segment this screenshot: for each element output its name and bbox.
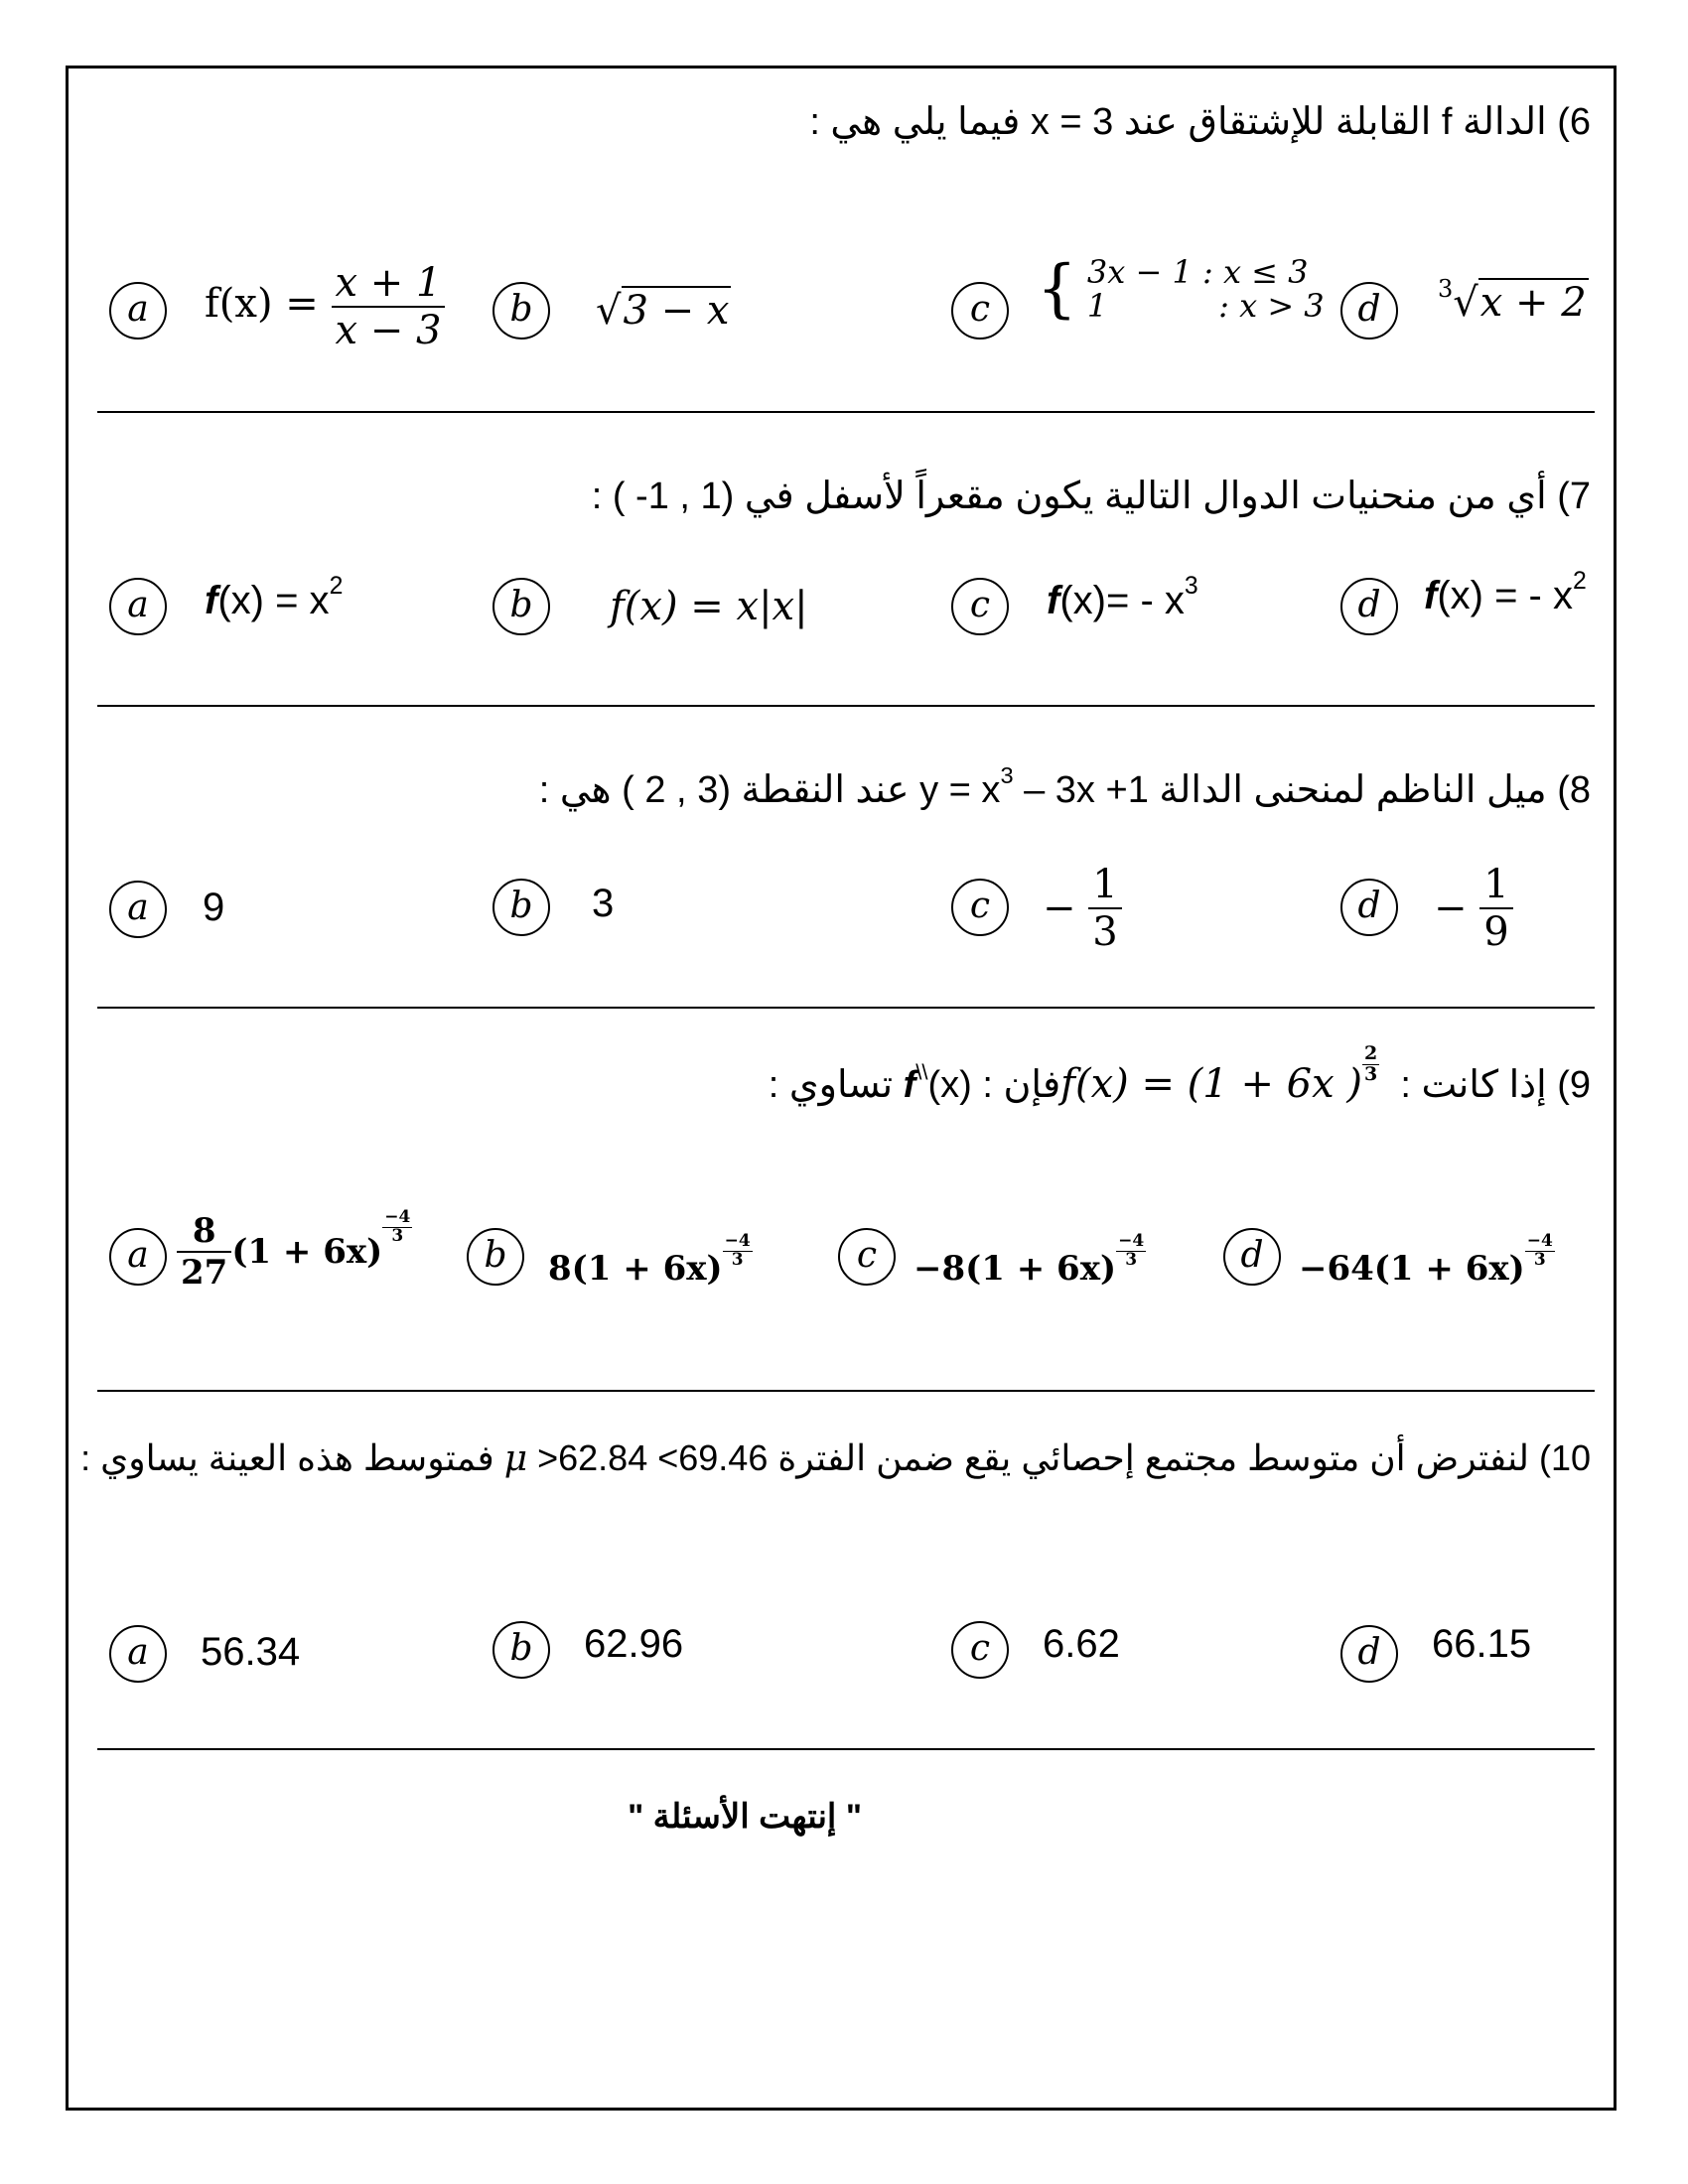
q6-option-a-marker[interactable]: a	[109, 282, 167, 340]
q9-option-b-expression	[548, 1233, 753, 1289]
q9-b-exp-den: 3	[731, 1249, 744, 1270]
q8-c-fraction	[1088, 862, 1121, 955]
q7-option-b-expression: f(x) = x|x|	[610, 584, 808, 629]
q7-d-f: f	[1424, 574, 1438, 617]
q10-option-d-marker[interactable]: d	[1340, 1625, 1398, 1683]
q6-option-b-marker[interactable]: b	[492, 282, 550, 340]
q7-option-a-expression	[205, 573, 344, 623]
q9-stem-f: f	[903, 1064, 916, 1107]
q6-a-denominator: x − 3	[335, 308, 442, 353]
q7-a-body: (x) = x	[217, 579, 330, 622]
q8-option-d-marker[interactable]: d	[1340, 879, 1398, 936]
q10-option-c-value: 6.62	[1043, 1622, 1120, 1666]
q6-c-case1: 3x − 1 : x ≤ 3	[1086, 253, 1309, 291]
q9-c-exp-sign: −	[1118, 1231, 1133, 1251]
q8-stem-part-a: 8) ميل الناظم لمنحنى الدالة 1+ y = x	[919, 769, 1591, 811]
q10-option-b-marker[interactable]: b	[492, 1621, 550, 1679]
q9-a-exp-num-value: 4	[398, 1207, 411, 1227]
q10-option-a-value: 56.34	[201, 1630, 301, 1674]
q9-stem-part-c: تساوي :	[768, 1064, 904, 1107]
q9-d-exp-sign: −	[1526, 1231, 1541, 1251]
q9-a-coefficient	[177, 1211, 231, 1293]
q9-stem-primes: \\	[915, 1059, 928, 1085]
q9-option-a-expression	[177, 1209, 412, 1293]
q9-a-denominator: 27	[181, 1253, 228, 1294]
q9-d-body: −64(1 + 6x)	[1299, 1249, 1525, 1290]
q6-stem: 6) الدالة f القابلة للإشتقاق عند x = 3 فيما يلي هي :	[809, 101, 1591, 143]
q8-d-denominator: 9	[1483, 909, 1509, 955]
q8-option-a-value: 9	[203, 886, 225, 929]
q9-c-exp-den: 3	[1125, 1249, 1138, 1270]
q7-option-c-marker[interactable]: c	[951, 578, 1009, 635]
q7-option-d-marker[interactable]: d	[1340, 578, 1398, 635]
divider-q7	[97, 705, 1595, 707]
q7-d-exponent: 2	[1573, 568, 1587, 596]
q6-b-sqrt	[596, 288, 731, 334]
q9-a-exp-sign: −	[384, 1207, 399, 1227]
q10-option-b-value: 62.96	[584, 1622, 684, 1666]
q6-d-radicand: x + 2	[1479, 280, 1587, 326]
q8-option-d-expression	[1434, 862, 1513, 955]
q9-d-exponent	[1525, 1233, 1555, 1270]
q6-option-a-expression	[205, 260, 445, 353]
q10-stem-mu: μ	[503, 1438, 528, 1479]
q6-b-radical-sign: √	[596, 288, 622, 334]
q7-c-f: f	[1047, 579, 1060, 622]
q9-b-body: 8(1 + 6x)	[548, 1249, 723, 1290]
divider-q9	[97, 1390, 1595, 1392]
q6-c-cases	[1086, 253, 1325, 325]
q7-option-b-marker[interactable]: b	[492, 578, 550, 635]
q9-c-exponent	[1116, 1233, 1146, 1270]
q10-option-a-marker[interactable]: a	[109, 1625, 167, 1683]
q8-stem	[538, 762, 1591, 812]
q7-c-exponent: 3	[1184, 573, 1198, 601]
q6-option-d-expression	[1438, 274, 1589, 326]
q7-a-exponent: 2	[329, 573, 344, 601]
q8-stem-exponent: 3	[1000, 762, 1014, 789]
q10-stem-part-a: 10) لنفترض أن متوسط مجتمع إحصائي يقع ضمن الفترة 69.46>	[647, 1437, 1591, 1478]
q8-stem-part-b: – 3x عند النقطة (3 , 2 ) هي :	[538, 769, 1095, 811]
q6-d-radical-sign: √	[1453, 280, 1478, 326]
q8-c-numerator: 1	[1088, 862, 1121, 909]
end-of-questions: " إنتهت الأسئلة "	[628, 1798, 862, 1836]
q9-stem	[769, 1044, 1591, 1107]
q7-option-a-marker[interactable]: a	[109, 578, 167, 635]
q9-b-exp-num-value: 4	[738, 1231, 751, 1251]
q9-option-a-marker[interactable]: a	[109, 1228, 167, 1286]
q8-option-c-expression	[1043, 862, 1122, 955]
q9-stem-exp-den: 3	[1364, 1062, 1378, 1085]
q8-d-numerator: 1	[1479, 862, 1512, 909]
q10-option-c-marker[interactable]: c	[951, 1621, 1009, 1679]
q8-d-sign: −	[1434, 886, 1468, 931]
divider-q10	[97, 1748, 1595, 1750]
q7-option-c-expression	[1047, 573, 1198, 623]
q8-option-a-marker[interactable]: a	[109, 881, 167, 938]
divider-q8	[97, 1007, 1595, 1009]
q8-c-sign: −	[1043, 886, 1076, 931]
q6-a-lhs: f(x) =	[205, 281, 319, 327]
q8-d-fraction	[1479, 862, 1512, 955]
q7-c-body: (x)= - x	[1059, 579, 1185, 622]
q6-option-d-marker[interactable]: d	[1340, 282, 1398, 340]
q7-d-body: (x) = - x	[1437, 574, 1573, 617]
q9-stem-exp-num: 2	[1364, 1042, 1378, 1064]
q9-option-d-marker[interactable]: d	[1223, 1228, 1281, 1286]
q6-d-root-index: 3	[1438, 274, 1454, 303]
q6-a-numerator: x + 1	[332, 260, 446, 308]
q9-stem-part-b: فإن : (x)	[927, 1064, 1061, 1107]
q9-stem-part-a: 9) إذا كانت :	[1389, 1064, 1591, 1107]
q9-c-exp-num-value: 4	[1132, 1231, 1145, 1251]
q9-a-body: (1 + 6x)	[231, 1232, 383, 1273]
q6-option-c-marker[interactable]: c	[951, 282, 1009, 340]
q8-c-denominator: 3	[1092, 909, 1118, 955]
q9-option-c-marker[interactable]: c	[838, 1228, 896, 1286]
q9-a-exponent	[382, 1209, 412, 1246]
q6-c-case2: 1 : x > 3	[1086, 286, 1325, 325]
q9-b-exponent	[723, 1233, 753, 1270]
q6-option-c-expression	[1037, 252, 1325, 326]
q6-b-radicand: 3 − x	[623, 288, 730, 334]
q7-stem: 7) أي من منحنيات الدوال التالية يكون مقعراً لأسفل في (1 , 1- ) :	[591, 476, 1591, 517]
q9-stem-exponent	[1362, 1044, 1379, 1085]
q8-option-c-marker[interactable]: c	[951, 879, 1009, 936]
q9-c-body: −8(1 + 6x)	[914, 1249, 1117, 1290]
q9-b-exp-sign: −	[724, 1231, 739, 1251]
q6-option-b-expression	[596, 288, 731, 334]
q7-a-f: f	[205, 579, 218, 622]
q8-option-b-value: 3	[592, 882, 615, 925]
q7-option-d-expression	[1424, 568, 1587, 618]
q9-a-numerator: 8	[177, 1211, 231, 1253]
q9-option-b-marker[interactable]: b	[467, 1228, 524, 1286]
q9-d-exp-num-value: 4	[1540, 1231, 1553, 1251]
q9-stem-function	[1060, 1042, 1390, 1108]
q10-stem	[80, 1437, 1591, 1479]
q8-option-b-marker[interactable]: b	[492, 879, 550, 936]
divider-q6	[97, 411, 1595, 413]
q10-option-d-value: 66.15	[1432, 1622, 1532, 1666]
q9-a-exp-den: 3	[391, 1225, 404, 1246]
q9-d-exp-den: 3	[1533, 1249, 1546, 1270]
q9-option-c-expression	[914, 1233, 1146, 1289]
q6-a-fraction	[332, 260, 446, 353]
q6-c-brace: {	[1037, 252, 1077, 326]
q9-stem-math: f(x) = (1 + 6x )	[1060, 1061, 1363, 1108]
q9-option-d-expression	[1299, 1233, 1555, 1289]
q10-stem-part-b: >62.84 فمتوسط هذه العينة يساوي :	[80, 1437, 648, 1478]
